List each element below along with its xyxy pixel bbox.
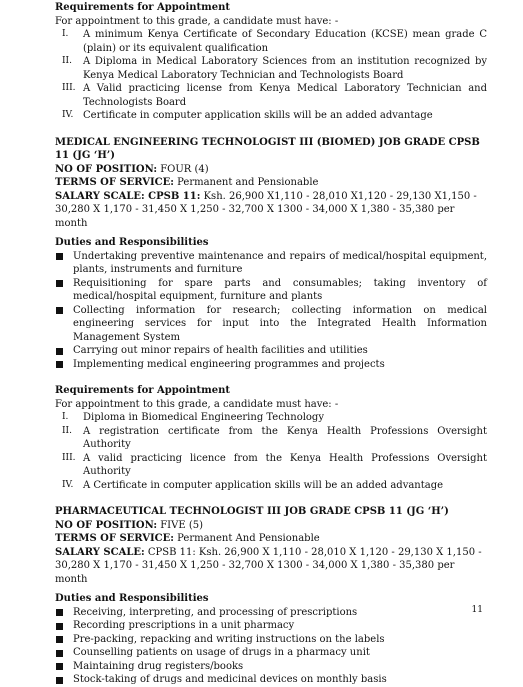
job1-positions <box>55 163 487 177</box>
item-text: A registration certificate from the Kenya Health Professions Oversight Authority <box>83 425 487 450</box>
salary-label: SALARY SCALE: <box>55 546 145 558</box>
bullet-icon <box>55 277 73 290</box>
duty-text: Receiving, interpreting, and processing of prescriptions <box>73 606 358 618</box>
terms-value: Permanent and Pensionable <box>173 177 319 188</box>
list-item <box>55 82 487 109</box>
bullet-icon <box>55 673 73 686</box>
list-item <box>55 479 487 493</box>
item-number: III. <box>62 83 76 93</box>
req1-section <box>55 1 487 123</box>
item-number: IV. <box>62 110 74 120</box>
list-item <box>55 109 487 123</box>
req2-intro: For appointment to this grade, a candidate must have: - <box>55 398 339 410</box>
job1-terms <box>55 176 487 190</box>
job2-salary <box>55 546 487 587</box>
bullet-icon <box>55 646 73 659</box>
bullet-icon <box>55 304 73 317</box>
list-item <box>55 606 487 620</box>
bullet-icon <box>55 250 73 263</box>
duty-text: Implementing medical engineering programmes and projects <box>73 358 385 370</box>
job1-salary <box>55 190 487 231</box>
duty-text: Recording prescriptions in a unit pharmacy <box>73 620 295 631</box>
list-item <box>55 344 487 358</box>
list-item <box>55 452 487 479</box>
item-number: II. <box>62 56 72 66</box>
list-item <box>55 425 487 452</box>
page-number: 11 <box>471 605 483 615</box>
list-item <box>55 411 487 425</box>
terms-value: Permanent And Pensionable <box>173 533 320 544</box>
job1-title: MEDICAL ENGINEERING TECHNOLOGIST III (BIOMED) JOB GRADE CPSB 11 (JG ‘H’) <box>55 136 480 161</box>
duty-text: Pre-packing, repacking and writing instructions on the labels <box>73 633 385 645</box>
item-text: A Diploma in Medical Laboratory Sciences from an institution recognized by Kenya Medical Laboratory Technician and Technologists Board <box>83 56 487 81</box>
item-number: II. <box>62 425 72 436</box>
bullet-icon <box>55 633 73 646</box>
duty-text: Counselling patients on usage of drugs in a pharmacy unit <box>73 647 370 658</box>
item-text: A valid practicing licence from the Kenya Health Professions Oversight Authority <box>83 452 487 477</box>
item-number: III. <box>62 452 76 463</box>
duty-text: Carrying out minor repairs of health facilities and utilities <box>73 345 368 356</box>
salary-value: CPSB 11: Ksh. 26,900 X 1,110 - 28,010 X 1,120 - 29,130 X 1,150 - 30,280 X 1,170 - 31,450 X 1,250 - 32,700 X 1300 - 34,000 X 1,380 - 35,380 per month <box>55 546 482 585</box>
duty-text: Undertaking preventive maintenance and repairs of medical/hospital equipment, plants, instruments and furniture <box>73 250 487 275</box>
duty-text: Collecting information for research; collecting information on medical engineering services for input into the Integrated Health Information Management System <box>73 304 487 343</box>
bullet-icon <box>55 606 73 619</box>
salary-label: SALARY SCALE: CPSB 11: <box>55 190 201 202</box>
list-item <box>55 277 487 304</box>
req1-heading: Requirements for Appointment <box>55 2 230 13</box>
salary-value: Ksh. 26,900 X1,110 - 28,010 X1,120 - 29,130 X1,150 - 30,280 X 1,170 - 31,450 X 1,250 - 32,700 X 1300 - 34,000 X 1,380 - 35,380 per month <box>55 190 477 229</box>
positions-label: NO OF POSITION: <box>55 519 158 531</box>
list-item <box>55 358 487 372</box>
list-item <box>55 660 487 674</box>
job2-section <box>55 505 487 687</box>
job1-duties-heading: Duties and Responsibilities <box>55 237 209 248</box>
list-item <box>55 250 487 277</box>
job2-duties-heading: Duties and Responsibilities <box>55 593 209 604</box>
list-item <box>55 646 487 660</box>
item-number: I. <box>62 412 69 422</box>
positions-value: FOUR (4) <box>157 163 209 175</box>
positions-value: FIVE (5) <box>157 519 203 531</box>
duty-text: Requisitioning for spare parts and consumables; taking inventory of medical/hospital equipment, furniture and plants <box>73 277 487 302</box>
req1-intro: For appointment to this grade, a candidate must have: - <box>55 15 339 27</box>
list-item <box>55 633 487 647</box>
bullet-icon <box>55 358 73 371</box>
terms-label: TERMS OF SERVICE: <box>55 533 174 544</box>
duty-text: Stock-taking of drugs and medicinal devices on monthly basis <box>73 674 387 685</box>
job2-positions <box>55 519 487 533</box>
positions-label: NO OF POSITION: <box>55 163 158 175</box>
item-text: A Valid practicing license from Kenya Medical Laboratory Technician and Technologists Board <box>83 83 487 108</box>
item-text: Certificate in computer application skills will be an added advantage <box>83 110 433 121</box>
bullet-icon <box>55 660 73 673</box>
list-item <box>55 619 487 633</box>
list-item <box>55 55 487 82</box>
req2-heading: Requirements for Appointment <box>55 385 230 396</box>
bullet-icon <box>55 344 73 357</box>
req2-section <box>55 384 487 492</box>
terms-label: TERMS OF SERVICE: <box>55 177 174 188</box>
list-item <box>55 28 487 55</box>
item-number: IV. <box>62 479 74 490</box>
job2-terms <box>55 532 487 546</box>
job1-section <box>55 136 487 372</box>
item-text: A minimum Kenya Certificate of Secondary Education (KCSE) mean grade C (plain) or its equivalent qualification <box>83 29 487 54</box>
job2-title: PHARMACEUTICAL TECHNOLOGIST III JOB GRADE CPSB 11 (JG ‘H’) <box>55 506 449 517</box>
item-text: Diploma in Biomedical Engineering Technology <box>83 412 324 423</box>
item-text: A Certificate in computer application skills will be an added advantage <box>83 479 444 491</box>
bullet-icon <box>55 619 73 632</box>
list-item <box>55 673 487 687</box>
duty-text: Maintaining drug registers/books <box>73 660 244 672</box>
list-item <box>55 304 487 345</box>
item-number: I. <box>62 29 69 39</box>
